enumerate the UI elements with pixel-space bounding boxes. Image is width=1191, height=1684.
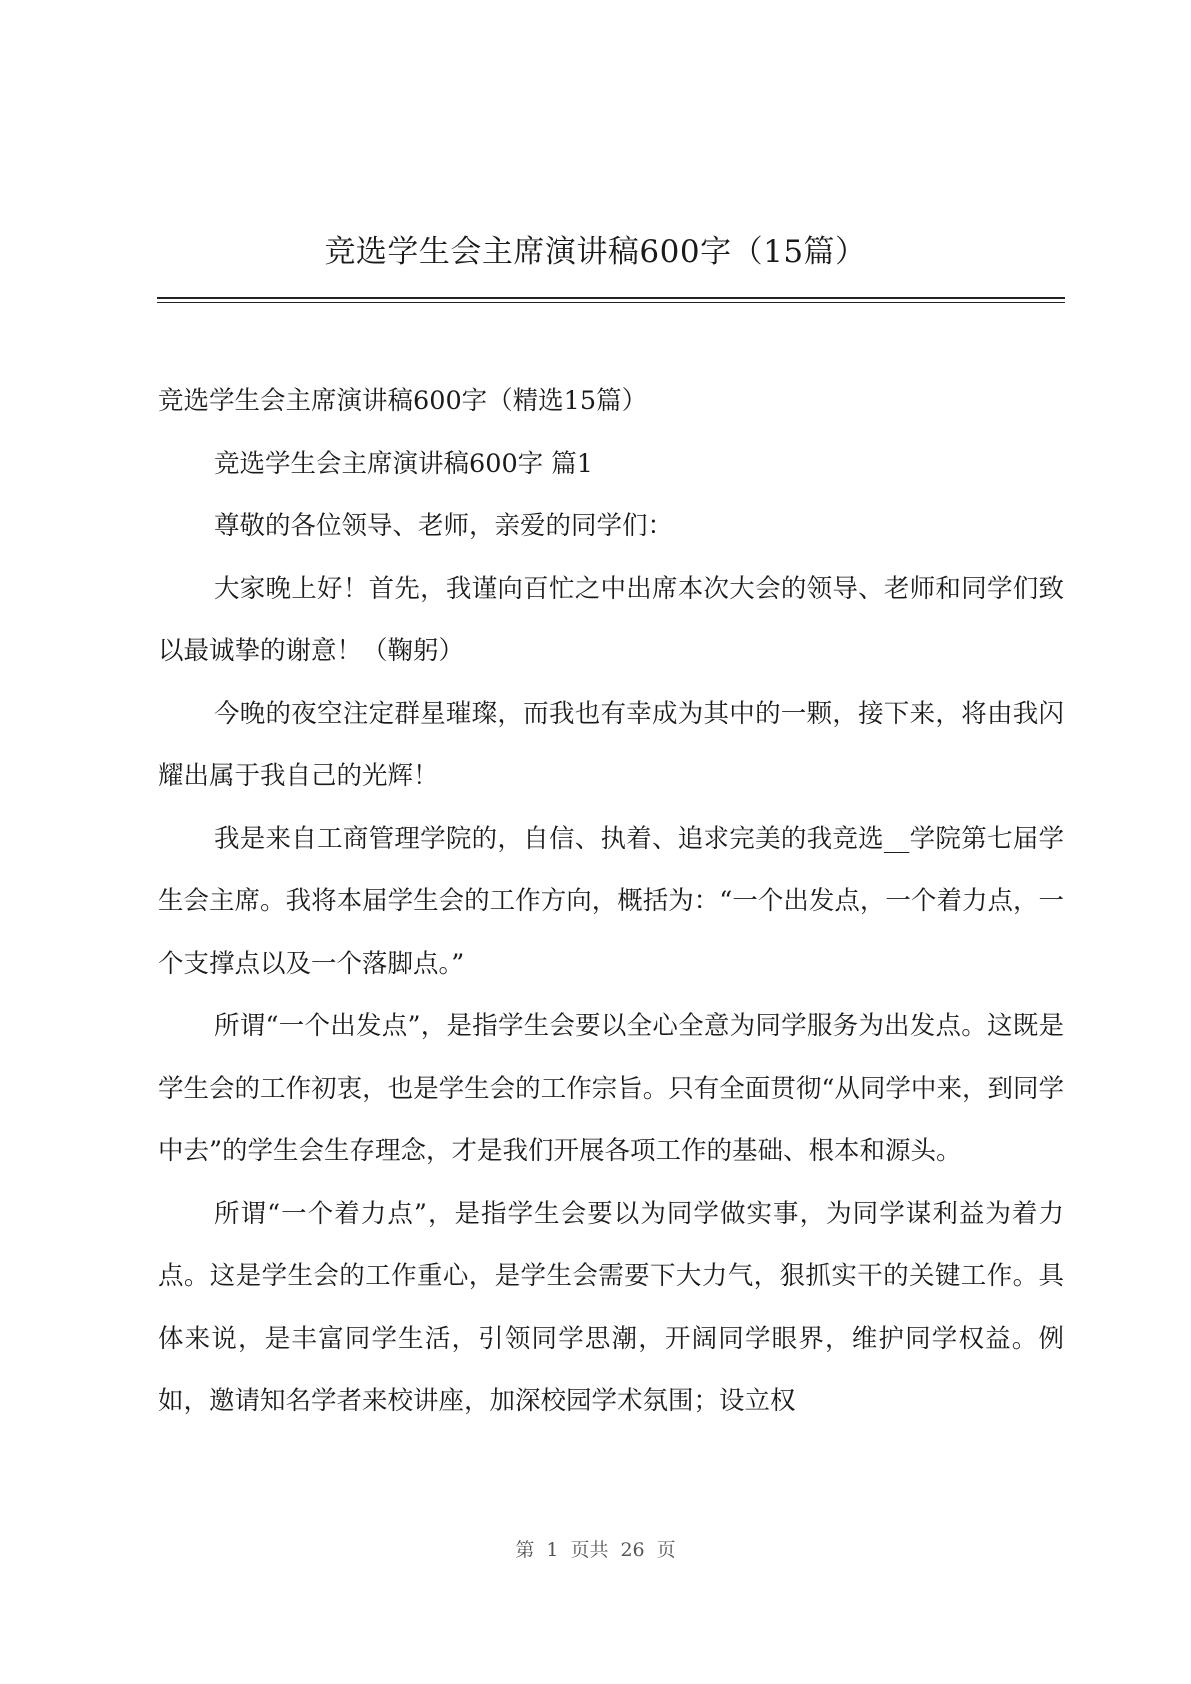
page-footer	[0, 1535, 1191, 1562]
body-paragraph: 今晚的夜空注定群星璀璨，而我也有幸成为其中的一颗，接下来，将由我闪耀出属于我自己的光辉！	[158, 698, 1064, 791]
body-paragraph: 大家晚上好！首先，我谨向百忙之中出席本次大会的领导、老师和同学们致以最诚挚的谢意！（鞠躬）	[158, 573, 1064, 666]
title-divider	[157, 297, 1065, 303]
document-title: 竞选学生会主席演讲稿600字（15篇）	[324, 234, 867, 270]
body-paragraph: 我是来自工商管理学院的，自信、执着、追求完美的我竞选__学院第七届学生会主席。我将本届学生会的工作方向，概括为：“一个出发点，一个着力点，一个支撑点以及一个落脚点。”	[158, 823, 1064, 979]
total-pages: 26	[620, 1539, 645, 1561]
document-body	[158, 370, 1064, 1433]
footer-suffix: 页	[656, 1539, 676, 1561]
body-paragraph: 所谓“一个出发点”，是指学生会要以全心全意为同学服务为出发点。这既是学生会的工作初衷，也是学生会的工作宗旨。只有全面贯彻“从同学中来，到同学中去”的学生会生存理念，才是我们开展各项工作的基础、根本和源头。	[158, 1011, 1064, 1166]
section-heading: 竞选学生会主席演讲稿600字 篇1	[214, 448, 594, 479]
footer-prefix: 第	[515, 1539, 535, 1561]
body-paragraph: 所谓“一个着力点”，是指学生会要以为同学做实事，为同学谋利益为着力点。这是学生会的工作重心，是学生会需要下大力气，狠抓实干的关键工作。具体来说，是丰富同学生活，引领同学思潮，开阔同学眼界，维护同学权益。例如，邀请知名学者来校讲座，加深校园学术氛围；设立权	[158, 1198, 1064, 1416]
current-page-number: 1	[546, 1539, 559, 1561]
body-paragraph: 尊敬的各位领导、老师，亲爱的同学们：	[214, 511, 674, 541]
subtitle-paragraph: 竞选学生会主席演讲稿600字（精选15篇）	[158, 386, 648, 416]
footer-mid: 页共	[570, 1539, 609, 1561]
